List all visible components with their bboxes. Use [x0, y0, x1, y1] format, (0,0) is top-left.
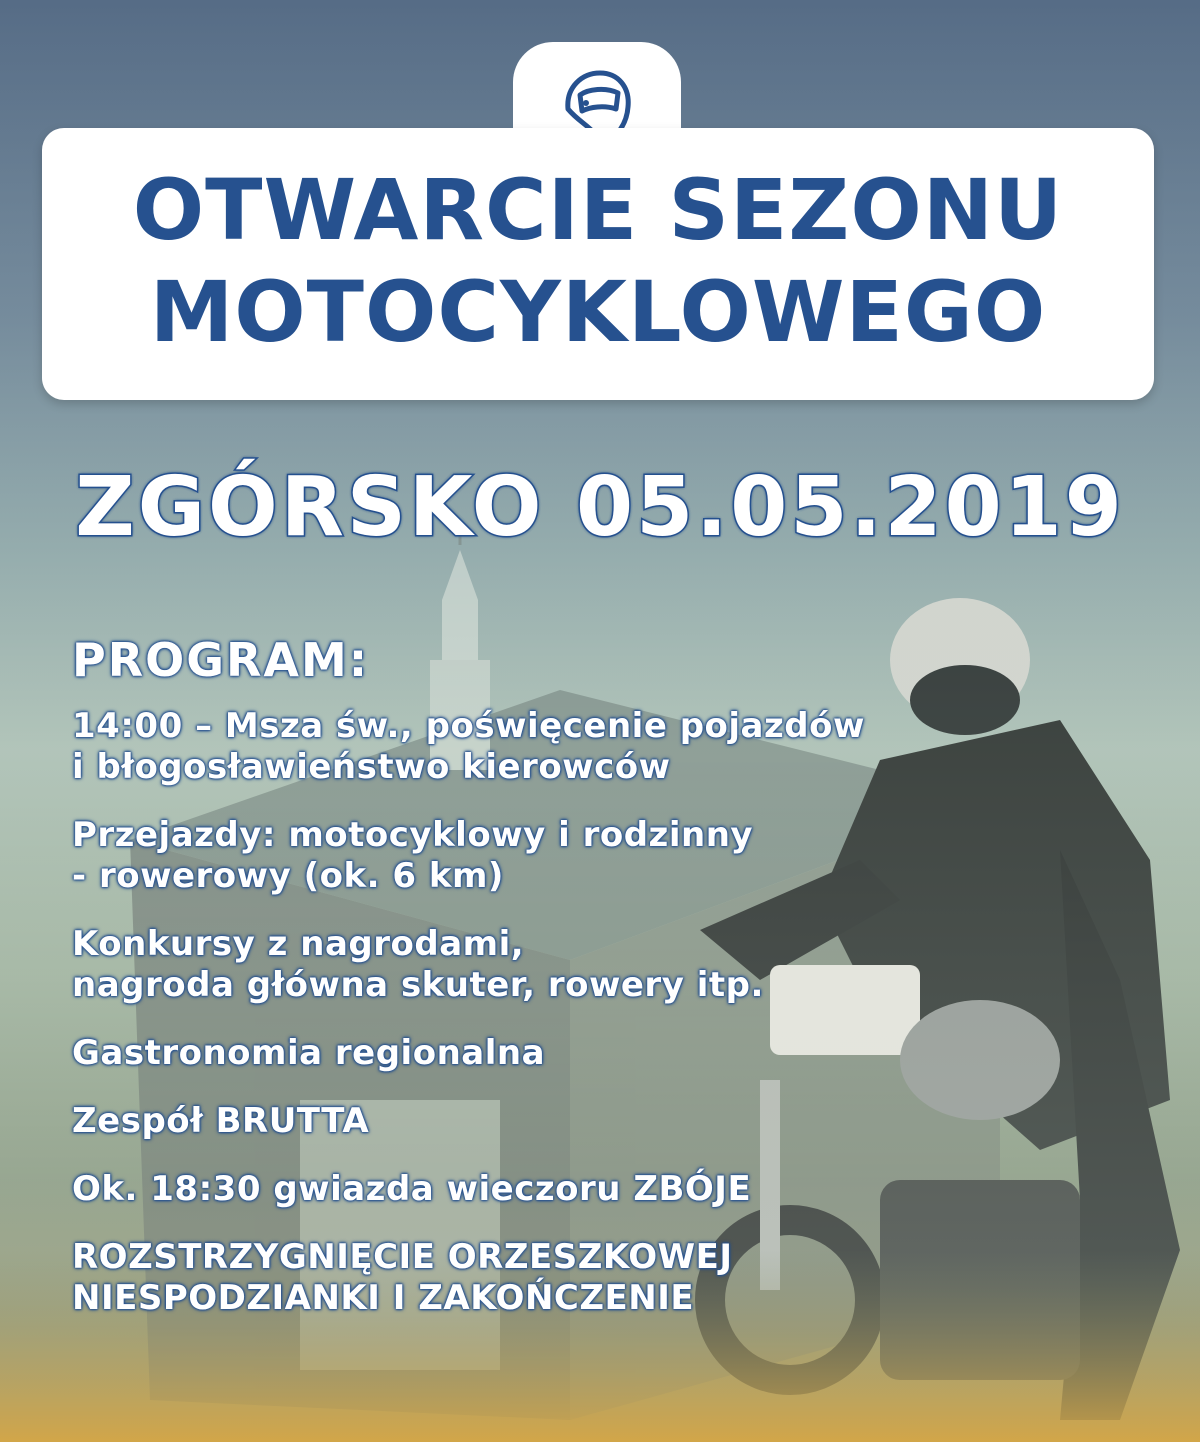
program-item-line: Konkursy z nagrodami, [72, 924, 525, 964]
program-item [72, 1237, 865, 1319]
program-item-line: ROZSTRZYGNIĘCIE ORZESZKOWEJ [72, 1237, 733, 1277]
title-line-1: OTWARCIE SEZONU [132, 161, 1064, 259]
program-heading: PROGRAM: [72, 633, 370, 687]
program-item-line: Przejazdy: motocyklowy i rodzinny [72, 815, 754, 855]
program-item-line: - rowerowy (ok. 6 km) [72, 856, 504, 896]
program-item [72, 815, 865, 897]
program-item [72, 706, 865, 788]
location-date: ZGÓRSKO 05.05.2019 [75, 460, 1125, 555]
program-item-line: Ok. 18:30 gwiazda wieczoru ZBÓJE [72, 1169, 752, 1209]
program-item [72, 1169, 865, 1210]
program-item [72, 1033, 865, 1074]
program-section [72, 632, 865, 1346]
title-line-2: MOTOCYKLOWEGO [149, 263, 1047, 361]
program-item-line: NIESPODZIANKI I ZAKOŃCZENIE [72, 1278, 695, 1318]
program-item [72, 924, 865, 1006]
program-item-line: i błogosławieństwo kierowców [72, 747, 671, 787]
program-item-line: Gastronomia regionalna [72, 1033, 546, 1073]
program-item [72, 1101, 865, 1142]
program-item-line: nagroda główna skuter, rowery itp. [72, 965, 764, 1005]
program-item-line: 14:00 – Msza św., poświęcenie pojazdów [72, 706, 865, 746]
program-item-line: Zespół BRUTTA [72, 1101, 370, 1141]
